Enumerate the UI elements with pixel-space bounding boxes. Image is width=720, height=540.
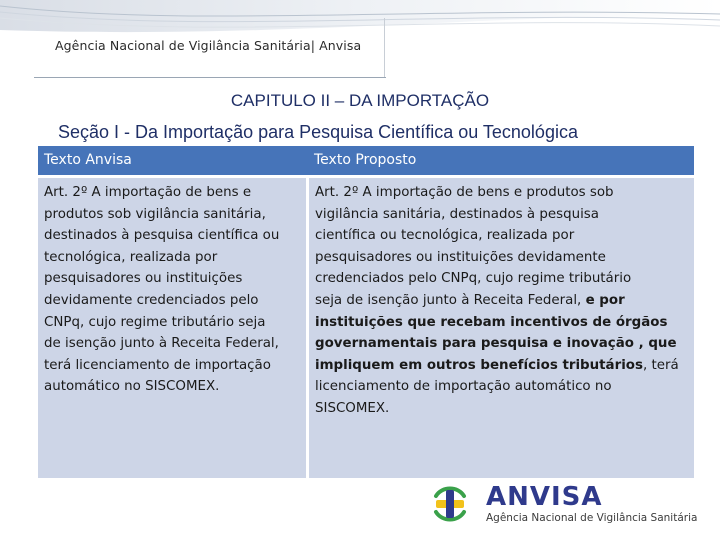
text-segment: Art. 2º A importação de bens e produtos sob: [315, 185, 614, 200]
bold-text-segment: governamentais para pesquisa e inovação , que: [315, 336, 677, 352]
cell-texto-anvisa: [38, 178, 306, 478]
table-header-row: [38, 146, 694, 175]
anvisa-cross-icon: [428, 482, 472, 526]
proposto-text-line: [315, 268, 688, 290]
text-segment: científica ou tecnológica, realizada por: [315, 228, 575, 244]
proposto-text-line: [315, 247, 688, 269]
proposto-text-line: [315, 204, 688, 226]
section-title: Seção I - Da Importação para Pesquisa Científica ou Tecnológica: [58, 122, 578, 142]
proposto-text-line: [315, 312, 688, 334]
header-divider: [384, 18, 385, 78]
cell-texto-proposto: [309, 178, 694, 478]
anvisa-text-line: pesquisadores ou instituições: [44, 271, 243, 287]
table-body-row: [38, 178, 694, 478]
logo-name: ANVISA: [486, 482, 603, 512]
header-texto-proposto: Texto Proposto: [314, 152, 417, 168]
header-rule: [34, 77, 386, 78]
logo-subtitle: Agência Nacional de Vigilância Sanitária: [486, 512, 698, 524]
anvisa-text-line: de isenção junto à Receita Federal,: [44, 336, 279, 352]
chapter-title: CAPITULO II – DA IMPORTAÇÃO: [230, 91, 490, 110]
anvisa-text-line: devidamente credenciados pelo: [44, 292, 259, 308]
proposto-text-line: [315, 333, 688, 355]
proposto-text-line: [315, 182, 688, 204]
text-segment: vigilância sanitária, destinados à pesquisa: [315, 206, 599, 222]
text-segment: licenciamento de importação automático no: [315, 379, 612, 395]
bold-text-segment: e por: [585, 292, 625, 308]
anvisa-text-line: CNPq, cujo regime tributário seja: [44, 314, 266, 330]
bold-text-segment: instituições que recebam incentivos de órgãos: [315, 314, 668, 330]
text-segment: , terá: [642, 357, 679, 373]
anvisa-text-line: tecnológica, realizada por: [44, 249, 218, 265]
anvisa-text-line: destinados à pesquisa científica ou: [44, 228, 280, 244]
proposto-text-line: [315, 290, 688, 312]
anvisa-text-line: Art. 2º A importação de bens e: [44, 185, 252, 200]
anvisa-text-line: automático no SISCOMEX.: [44, 379, 220, 395]
proposto-text-line: [315, 355, 688, 377]
agency-header: Agência Nacional de Vigilância Sanitária| Anvisa: [55, 38, 362, 53]
text-segment: credenciados pelo CNPq, cujo regime tributário: [315, 271, 632, 287]
anvisa-text-line: produtos sob vigilância sanitária,: [44, 206, 266, 222]
text-segment: pesquisadores ou instituições devidamente: [315, 249, 606, 265]
anvisa-text-line: terá licenciamento de importação: [44, 357, 271, 373]
comparison-table: [38, 146, 694, 478]
anvisa-logo: [428, 480, 708, 532]
text-segment: SISCOMEX.: [315, 400, 390, 416]
proposto-text-line: [315, 376, 688, 398]
bold-text-segment: impliquem em outros benefícios tributários: [315, 357, 643, 373]
text-segment: seja de isenção junto à Receita Federal,: [315, 292, 586, 308]
proposto-text-line: [315, 225, 688, 247]
proposto-text-line: [315, 398, 688, 420]
header-texto-anvisa: Texto Anvisa: [44, 152, 132, 168]
